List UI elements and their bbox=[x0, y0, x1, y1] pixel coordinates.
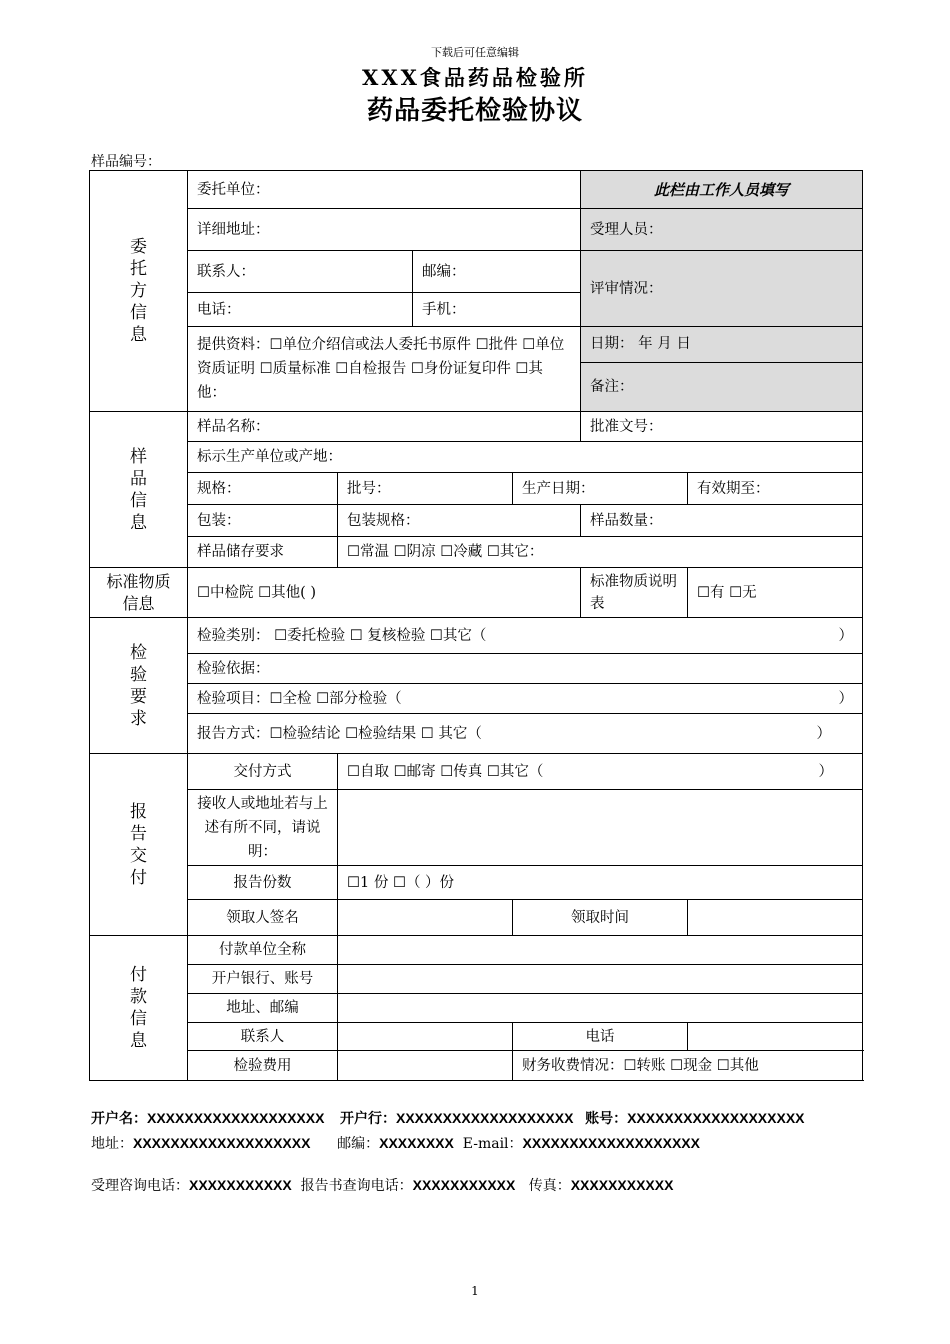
inspection-items-field[interactable] bbox=[188, 684, 863, 714]
delivery-method-close: ） bbox=[818, 763, 834, 780]
inspection-basis-field[interactable]: 检验依据： bbox=[188, 654, 863, 684]
staff-remark-field: 备注： bbox=[590, 379, 634, 395]
staff-date-field: 日期： 年 月 日 bbox=[581, 327, 862, 363]
bank-account-label: 开户银行、账号 bbox=[188, 965, 338, 994]
footer-phone-info bbox=[91, 1175, 673, 1195]
delivery-method-label: 交付方式 bbox=[188, 754, 338, 790]
batch-field[interactable]: 批号： bbox=[338, 473, 513, 505]
pack-spec-field[interactable]: 包装规格： bbox=[338, 505, 581, 537]
delivery-method-text: ☐自取 ☐邮寄 ☐传真 ☐其它（ bbox=[347, 763, 544, 780]
inspection-fee-label: 检验费用 bbox=[188, 1051, 338, 1081]
client-postcode-field[interactable]: 邮编： bbox=[413, 251, 581, 293]
address-label: 地址： bbox=[91, 1136, 133, 1152]
section-client-info: 委托方信息 bbox=[90, 171, 188, 412]
approval-number-field[interactable]: 批准文号： bbox=[581, 412, 863, 442]
address-value: XXXXXXXXXXXXXXXXXXX bbox=[133, 1135, 311, 1151]
packaging-field[interactable]: 包装： bbox=[188, 505, 338, 537]
report-method-text: 报告方式：☐检验结论 ☐检验结果 ☐ 其它（ bbox=[197, 725, 482, 742]
footer-address-info bbox=[91, 1133, 700, 1153]
organization-name: XXX食品药品检验所 bbox=[362, 65, 588, 90]
bank-label: 开户行： bbox=[339, 1110, 396, 1126]
spec-field[interactable]: 规格： bbox=[188, 473, 338, 505]
inspection-category-close: ） bbox=[838, 627, 854, 644]
report-copies-options[interactable]: ☐1 份 ☐（ ）份 bbox=[338, 866, 863, 900]
signature-field[interactable] bbox=[338, 900, 513, 936]
footer-bank-info bbox=[91, 1108, 805, 1128]
account-name-label: 开户名： bbox=[91, 1110, 147, 1126]
reference-source-options[interactable]: ☐中检院 ☐其他( ) bbox=[188, 568, 581, 618]
inspection-items-text: 检验项目：☐全检 ☐部分检验（ bbox=[197, 690, 402, 707]
bank-account-field[interactable] bbox=[338, 965, 863, 994]
email-label: E-mail： bbox=[462, 1136, 523, 1152]
payment-contact-field[interactable] bbox=[338, 1023, 513, 1051]
section-report-delivery: 报告交付 bbox=[90, 754, 188, 936]
client-materials-checklist[interactable]: 提供资料：☐单位介绍信或法人委托书原件 ☐批件 ☐单位资质证明 ☐质量标准 ☐自检报告 ☐身份证复印件 ☐其他： bbox=[188, 327, 581, 412]
collection-time-field[interactable] bbox=[688, 900, 863, 936]
collection-time-label: 领取时间 bbox=[513, 900, 688, 936]
signature-label: 领取人签名 bbox=[188, 900, 338, 936]
email-value: XXXXXXXXXXXXXXXXXXX bbox=[522, 1135, 700, 1151]
payment-phone-field[interactable] bbox=[688, 1023, 863, 1051]
payment-address-field[interactable] bbox=[338, 994, 863, 1023]
report-query-label: 报告书查询电话： bbox=[300, 1178, 413, 1194]
sample-number-label: 样品编号： bbox=[91, 154, 161, 170]
account-name-value: XXXXXXXXXXXXXXXXXXX bbox=[147, 1110, 325, 1126]
section-sample-info: 样品信息 bbox=[90, 412, 188, 568]
fax-value: XXXXXXXXXXX bbox=[570, 1177, 674, 1193]
page-title: 药品委托检验协议 bbox=[366, 96, 583, 126]
producer-field[interactable]: 标示生产单位或产地： bbox=[188, 442, 863, 473]
payment-phone-label: 电话 bbox=[513, 1023, 688, 1051]
client-address-field[interactable]: 详细地址： bbox=[188, 209, 581, 251]
report-query-value: XXXXXXXXXXX bbox=[412, 1177, 516, 1193]
staff-receiver-field: 受理人员： bbox=[581, 209, 863, 251]
alternate-receiver-label: 接收人或地址若与上述有所不同，请说明： bbox=[188, 790, 338, 866]
fax-label: 传真： bbox=[528, 1178, 571, 1194]
delivery-method-options[interactable] bbox=[338, 754, 863, 790]
storage-label: 样品储存要求 bbox=[188, 537, 338, 568]
staff-only-header: 此栏由工作人员填写 bbox=[581, 171, 863, 209]
report-method-close: ） bbox=[816, 725, 832, 742]
finance-status-options[interactable]: 财务收费情况：☐转账 ☐现金 ☐其他 bbox=[513, 1051, 863, 1081]
sample-name-field[interactable]: 样品名称： bbox=[188, 412, 581, 442]
alternate-receiver-field[interactable] bbox=[338, 790, 863, 866]
bank-value: XXXXXXXXXXXXXXXXXXX bbox=[395, 1110, 574, 1126]
inspection-items-close: ） bbox=[838, 690, 854, 707]
sample-quantity-field[interactable]: 样品数量： bbox=[581, 505, 863, 537]
section-inspection-requirements: 检验要求 bbox=[90, 618, 188, 754]
payer-field[interactable] bbox=[338, 936, 863, 965]
storage-options[interactable]: ☐常温 ☐阴凉 ☐冷藏 ☐其它： bbox=[338, 537, 863, 568]
expiry-field[interactable]: 有效期至： bbox=[688, 473, 863, 505]
consult-phone-label: 受理咨询电话： bbox=[91, 1178, 189, 1194]
reference-manual-label: 标准物质说明表 bbox=[581, 568, 688, 618]
client-unit-field[interactable]: 委托单位： bbox=[188, 171, 581, 209]
client-phone-field[interactable]: 电话： bbox=[188, 293, 413, 327]
zip-label: 邮编： bbox=[337, 1136, 380, 1152]
inspection-category-text: 检验类别： ☐委托检验 ☐ 复核检验 ☐其它（ bbox=[197, 627, 487, 644]
report-copies-label: 报告份数 bbox=[188, 866, 338, 900]
top-note: 下载后可任意编辑 bbox=[431, 46, 519, 59]
payer-label: 付款单位全称 bbox=[188, 936, 338, 965]
section-reference-material: 标准物质信息 bbox=[90, 568, 188, 618]
inspection-fee-field[interactable] bbox=[338, 1051, 513, 1081]
account-no-label: 账号： bbox=[585, 1110, 628, 1126]
account-no-value: XXXXXXXXXXXXXXXXXXX bbox=[627, 1110, 805, 1126]
zip-value: XXXXXXXX bbox=[379, 1135, 454, 1151]
payment-address-label: 地址、邮编 bbox=[188, 994, 338, 1023]
client-mobile-field[interactable]: 手机： bbox=[413, 293, 581, 327]
staff-date-remark-cell bbox=[581, 327, 863, 412]
production-date-field[interactable]: 生产日期： bbox=[513, 473, 688, 505]
report-method-field[interactable] bbox=[188, 714, 863, 754]
client-contact-field[interactable]: 联系人： bbox=[188, 251, 413, 293]
consult-phone-value: XXXXXXXXXXX bbox=[189, 1177, 292, 1193]
reference-manual-options[interactable]: ☐有 ☐无 bbox=[688, 568, 863, 618]
payment-contact-label: 联系人 bbox=[188, 1023, 338, 1051]
page-number: 1 bbox=[471, 1284, 479, 1298]
section-payment-info: 付款信息 bbox=[90, 936, 188, 1081]
staff-review-field: 评审情况： bbox=[581, 251, 863, 327]
inspection-category-field[interactable] bbox=[188, 618, 863, 654]
agreement-form bbox=[89, 170, 863, 1081]
